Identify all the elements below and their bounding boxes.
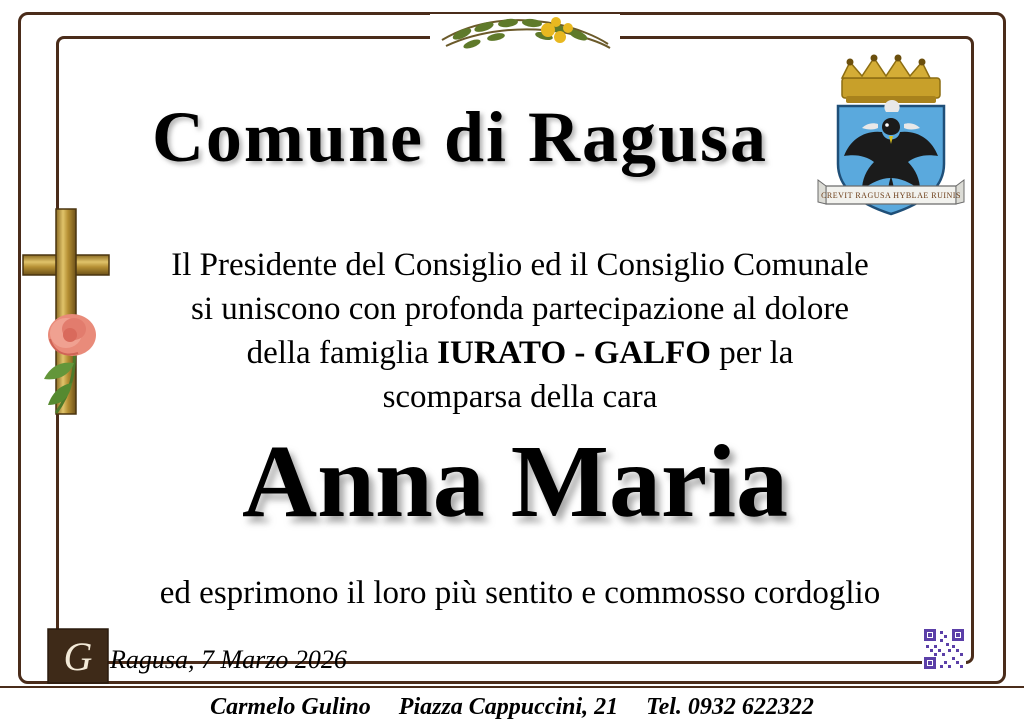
message-line-3-pre: della famiglia — [246, 335, 438, 371]
footer-phone: Tel. 0932 622322 — [646, 694, 814, 720]
message-line-1: Il Presidente del Consiglio ed il Consiglio Comunale — [171, 247, 869, 283]
footer-contact — [0, 694, 1024, 721]
footer-bar — [0, 686, 1024, 725]
footer-agency-name: Carmelo Gulino — [210, 694, 371, 720]
deceased-name: Anna Maria — [242, 424, 788, 539]
message-line-4: scomparsa della cara — [382, 379, 658, 415]
family-name: IURATO - GALFO — [437, 335, 711, 371]
footer-address: Piazza Cappuccini, 21 — [398, 694, 619, 720]
message-line-3 — [100, 331, 940, 375]
agency-logo — [47, 628, 109, 684]
qr-code-icon[interactable] — [922, 627, 966, 671]
olive-branch-ornament-icon — [436, 10, 614, 52]
page-title: Comune di Ragusa — [151, 97, 769, 177]
place-and-date: Ragusa, 7 Marzo 2026 — [110, 645, 347, 674]
condolence-message — [100, 243, 940, 419]
closing-line: ed esprimono il loro più sentito e commosso cordoglio — [159, 575, 881, 611]
message-line-2: si uniscono con profonda partecipazione al dolore — [191, 291, 849, 327]
message-line-3-post: per la — [710, 335, 794, 371]
agency-monogram: G — [63, 634, 93, 679]
crest-motto: CREVIT RAGUSA HYBLAE RUINIS — [821, 191, 961, 200]
